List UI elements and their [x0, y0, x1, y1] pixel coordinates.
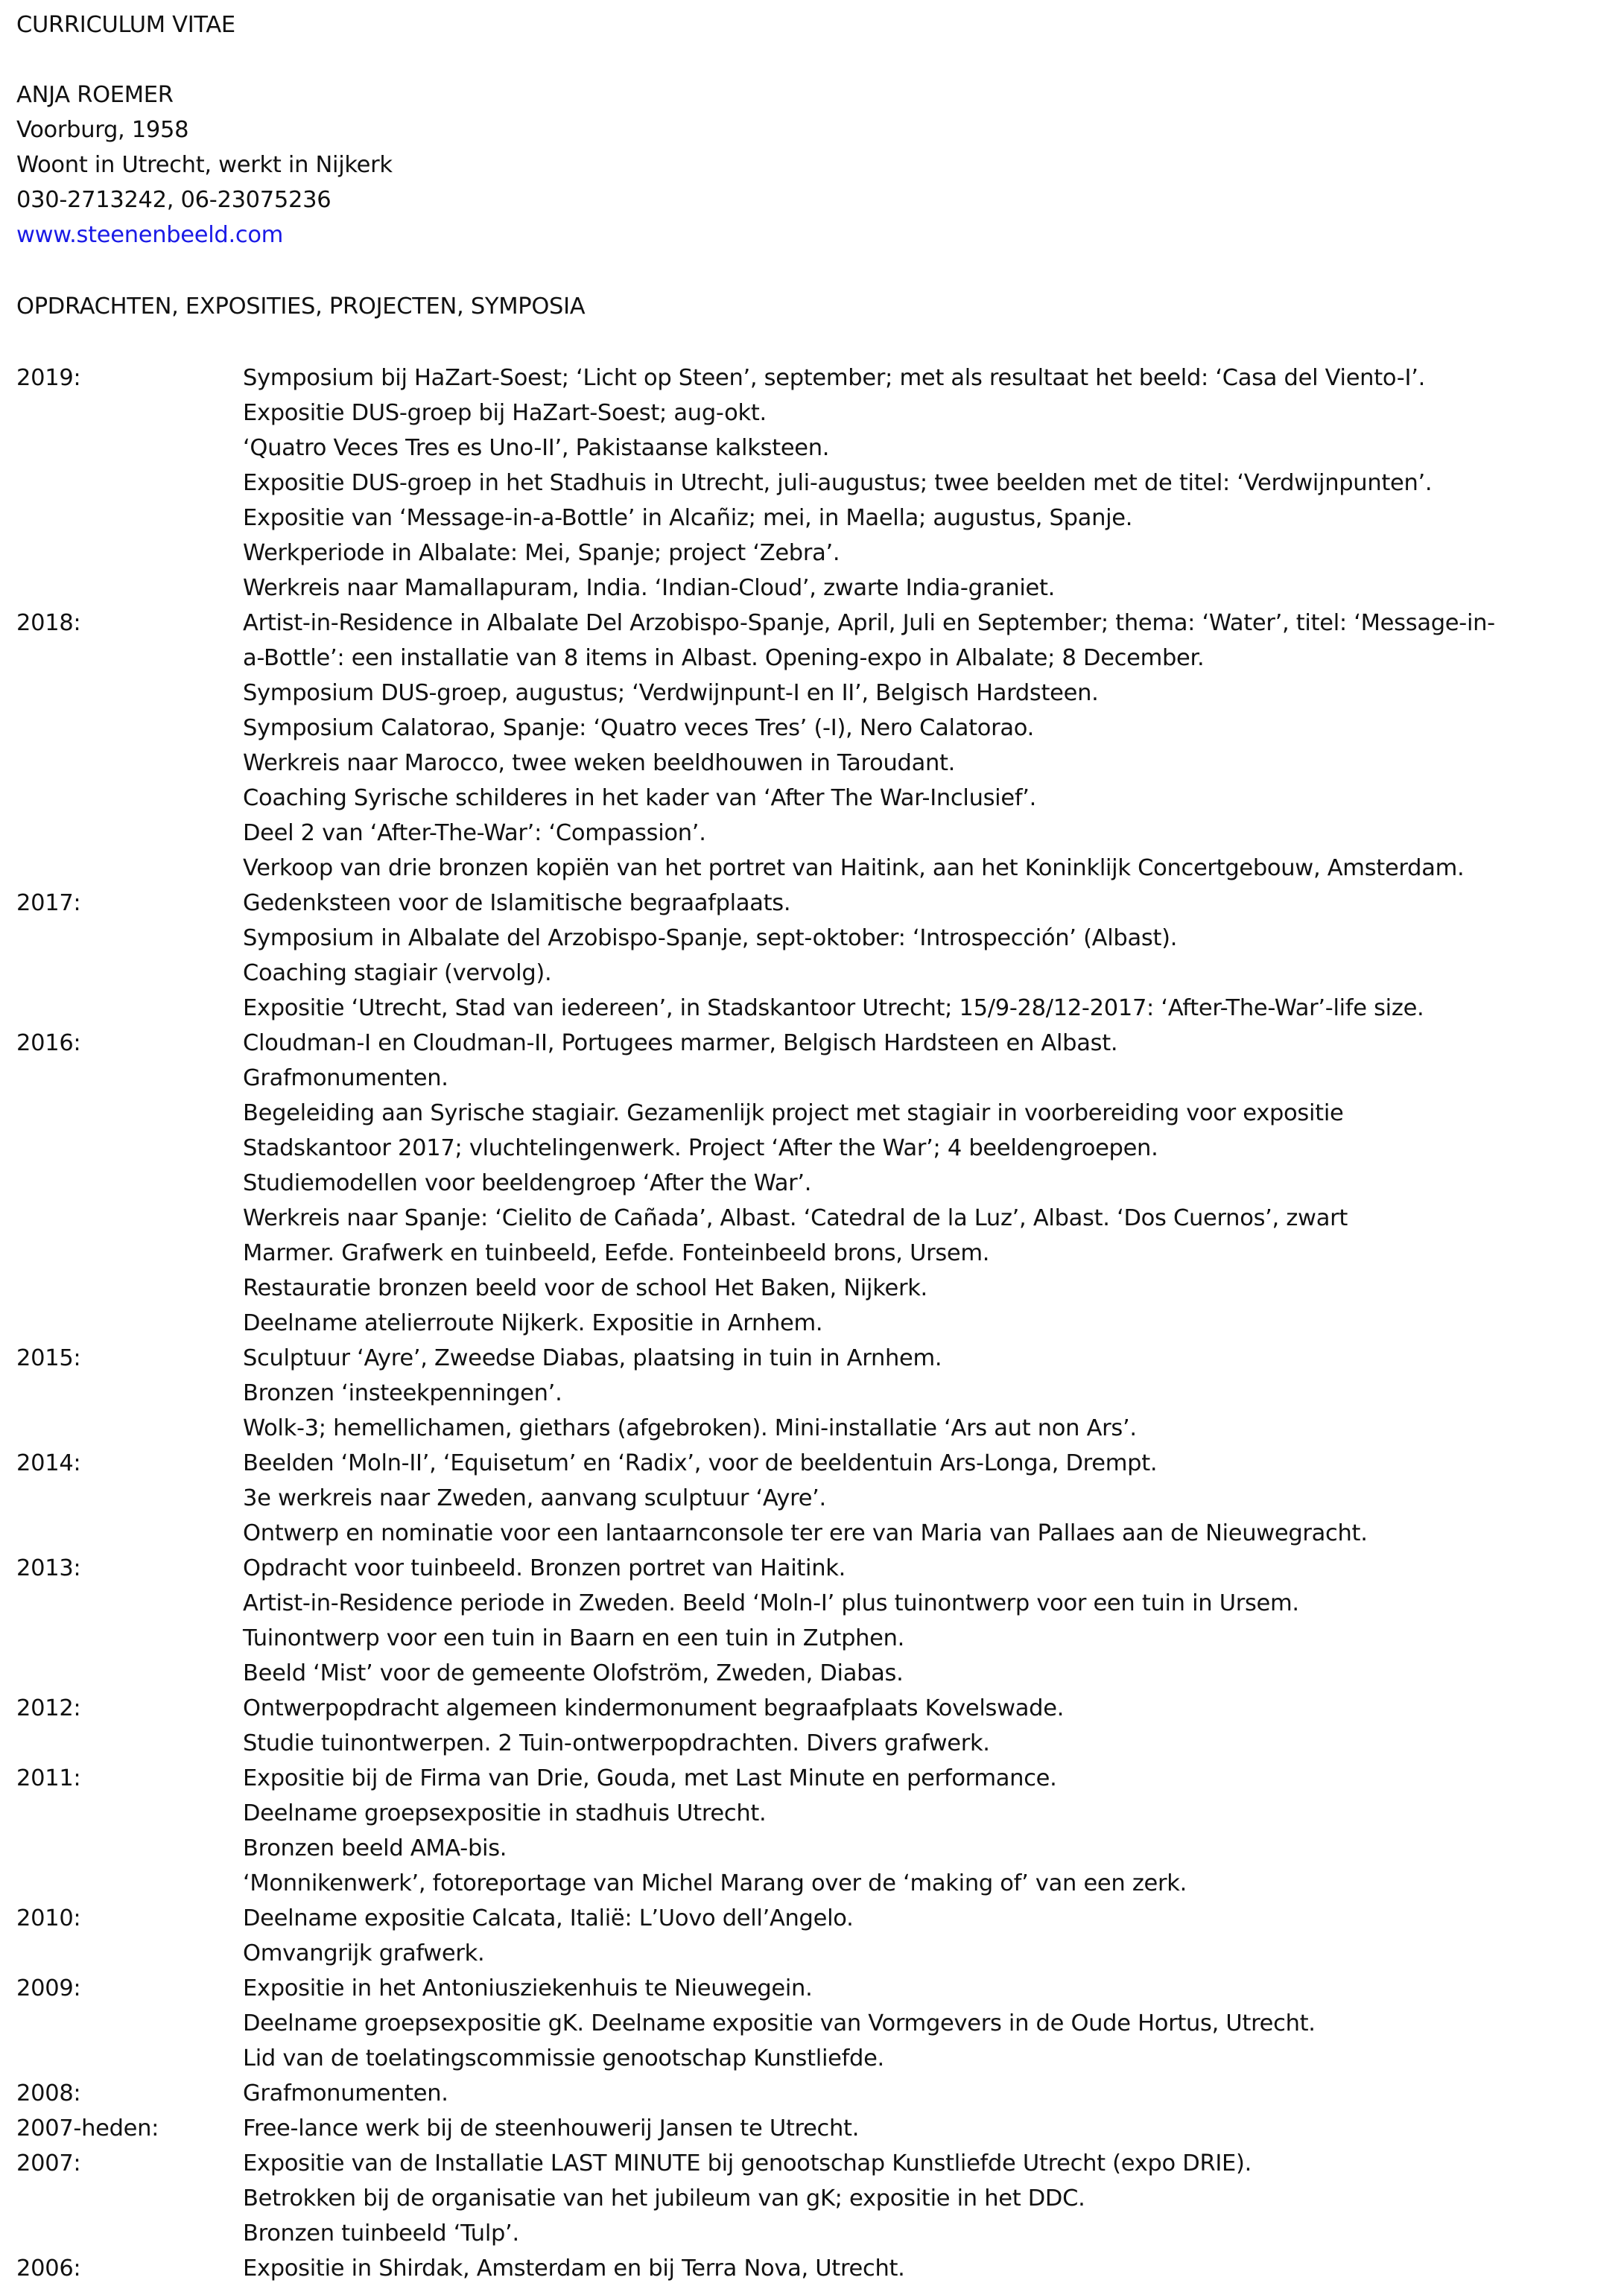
- entry-items: [243, 2251, 1624, 2286]
- entry-items: [243, 1551, 1624, 1691]
- entry-item: Lid van de toelatingscommissie genootschap Kunstliefde.: [243, 2045, 884, 2071]
- entry-item: Bronzen beeld AMA-bis.: [243, 1835, 507, 1861]
- entry-items: [243, 2111, 1624, 2146]
- entry-item: Sculptuur ‘Ayre’, Zweedse Diabas, plaatsing in tuin in Arnhem.: [243, 1345, 942, 1371]
- entry-items: [243, 1971, 1624, 2076]
- entry-item: Expositie ‘Utrecht, Stad van iedereen’, in Stadskantoor Utrecht; 15/9-28/12-2017: ‘After-The-War’-life size.: [243, 995, 1424, 1021]
- entry-item: Marmer. Grafwerk en tuinbeeld, Eefde. Fonteinbeeld brons, Ursem.: [243, 1240, 990, 1266]
- entry-year: 2018:: [16, 610, 81, 636]
- phone-numbers: 030-2713242, 06-23075236: [16, 187, 332, 213]
- entry-item: Symposium Calatorao, Spanje: ‘Quatro veces Tres’ (-I), Nero Calatorao.: [243, 715, 1034, 741]
- entry-item: Betrokken bij de organisatie van het jubileum van gK; expositie in het DDC.: [243, 2185, 1085, 2212]
- cv-entry: [16, 1971, 1624, 2076]
- entry-item: Expositie van de Installatie LAST MINUTE bij genootschap Kunstliefde Utrecht (expo DRIE).: [243, 2150, 1252, 2177]
- entry-item: Expositie DUS-groep in het Stadhuis in Utrecht, juli-augustus; twee beelden met de titel: ‘Verdwijnpunten’.: [243, 470, 1433, 496]
- entry-item: Ontwerp en nominatie voor een lantaarnconsole ter ere van Maria van Pallaes aan de Nieuwegracht.: [243, 1520, 1368, 1546]
- entries-list: [16, 361, 1624, 2286]
- entry-items: [243, 1761, 1624, 1901]
- entry-item: Werkreis naar Marocco, twee weken beeldhouwen in Taroudant.: [243, 750, 956, 776]
- entry-item: Grafmonumenten.: [243, 2080, 448, 2106]
- entry-item: Restauratie bronzen beeld voor de school Het Baken, Nijkerk.: [243, 1275, 927, 1301]
- entry-item: Tuinontwerp voor een tuin in Baarn en een tuin in Zutphen.: [243, 1625, 905, 1651]
- entry-item: Begeleiding aan Syrische stagiair. Gezamenlijk project met stagiair in voorbereiding voor expositie: [243, 1100, 1344, 1126]
- entry-year: 2012:: [16, 1695, 81, 1721]
- entry-items: [243, 1026, 1624, 1341]
- entry-year: 2010:: [16, 1905, 81, 1931]
- cv-entry: [16, 1551, 1624, 1691]
- entry-items: [243, 1691, 1624, 1761]
- entry-item: Deelname groepsexpositie in stadhuis Utrecht.: [243, 1800, 767, 1826]
- entry-item: 3e werkreis naar Zweden, aanvang sculptuur ‘Ayre’.: [243, 1485, 826, 1511]
- person-name: ANJA ROEMER: [16, 82, 174, 108]
- entry-item: Cloudman-I en Cloudman-II, Portugees marmer, Belgisch Hardsteen en Albast.: [243, 1030, 1118, 1056]
- entry-item: Expositie in het Antoniusziekenhuis te Nieuwegein.: [243, 1975, 813, 2001]
- entry-items: [243, 1446, 1624, 1551]
- entry-item: Beeld ‘Mist’ voor de gemeente Olofström, Zweden, Diabas.: [243, 1660, 904, 1686]
- entry-year: 2019:: [16, 365, 81, 391]
- cv-entry: [16, 1026, 1624, 1341]
- entry-item: Studiemodellen voor beeldengroep ‘After the War’.: [243, 1170, 812, 1196]
- entry-item: a-Bottle’: een installatie van 8 items in Albast. Opening-expo in Albalate; 8 December.: [243, 645, 1205, 671]
- entry-items: [243, 2146, 1624, 2251]
- entry-year: 2006:: [16, 2255, 81, 2282]
- document-title: CURRICULUM VITAE: [16, 12, 235, 38]
- entry-item: ‘Monnikenwerk’, fotoreportage van Michel Marang over de ‘making of’ van een zerk.: [243, 1870, 1187, 1896]
- entry-item: Ontwerpopdracht algemeen kindermonument begraafplaats Kovelswade.: [243, 1695, 1065, 1721]
- entry-item: Werkreis naar Mamallapuram, India. ‘Indian-Cloud’, zwarte India-graniet.: [243, 575, 1056, 601]
- entry-items: [243, 361, 1624, 606]
- entry-item: Coaching Syrische schilderes in het kader van ‘After The War-Inclusief’.: [243, 785, 1037, 811]
- spacer: [16, 324, 1624, 361]
- entry-year: 2014:: [16, 1450, 81, 1476]
- entry-item: Artist-in-Residence periode in Zweden. Beeld ‘Moln-I’ plus tuinontwerp voor een tuin in Ursem.: [243, 1590, 1299, 1616]
- entry-item: Grafmonumenten.: [243, 1065, 448, 1091]
- entry-items: [243, 886, 1624, 1026]
- cv-entry: [16, 2076, 1624, 2111]
- entry-year: 2016:: [16, 1030, 81, 1056]
- entry-item: Verkoop van drie bronzen kopiën van het portret van Haitink, aan het Koninklijk Concertgebouw, Amsterdam.: [243, 855, 1465, 881]
- entry-year: 2013:: [16, 1555, 81, 1581]
- entry-item: ‘Quatro Veces Tres es Uno-II’, Pakistaanse kalksteen.: [243, 435, 830, 461]
- entry-item: Opdracht voor tuinbeeld. Bronzen portret van Haitink.: [243, 1555, 846, 1581]
- cv-entry: [16, 1691, 1624, 1761]
- entry-item: Expositie DUS-groep bij HaZart-Soest; aug-okt.: [243, 400, 767, 426]
- cv-entry: [16, 2146, 1624, 2251]
- entry-item: Coaching stagiair (vervolg).: [243, 960, 552, 986]
- website-link[interactable]: www.steenenbeeld.com: [16, 222, 284, 248]
- cv-entry: [16, 1901, 1624, 1971]
- entry-item: Symposium in Albalate del Arzobispo-Spanje, sept-oktober: ‘Introspección’ (Albast).: [243, 925, 1178, 951]
- residence-info: Woont in Utrecht, werkt in Nijkerk: [16, 152, 393, 178]
- entry-items: [243, 1341, 1624, 1446]
- cv-entry: [16, 1761, 1624, 1901]
- entry-year: 2015:: [16, 1345, 81, 1371]
- entry-year: 2017:: [16, 890, 81, 916]
- entry-year: 2007:: [16, 2150, 81, 2177]
- entry-item: Artist-in-Residence in Albalate Del Arzobispo-Spanje, April, Juli en September; thema: ‘Water’, titel: ‘Message-in-: [243, 610, 1495, 636]
- birth-info: Voorburg, 1958: [16, 117, 189, 143]
- entry-item: Symposium DUS-groep, augustus; ‘Verdwijnpunt-I en II’, Belgisch Hardsteen.: [243, 680, 1099, 706]
- cv-entry: [16, 886, 1624, 1026]
- entry-year: 2007-heden:: [16, 2115, 159, 2141]
- entry-item: Deelname expositie Calcata, Italië: L’Uovo dell’Angelo.: [243, 1905, 854, 1931]
- entry-item: Omvangrijk grafwerk.: [243, 1940, 485, 1966]
- section-title: OPDRACHTEN, EXPOSITIES, PROJECTEN, SYMPOSIA: [16, 293, 586, 320]
- entry-item: Stadskantoor 2017; vluchtelingenwerk. Project ‘After the War’; 4 beeldengroepen.: [243, 1135, 1158, 1161]
- entry-item: Wolk-3; hemellichamen, giethars (afgebroken). Mini-installatie ‘Ars aut non Ars’.: [243, 1415, 1137, 1441]
- entry-item: Beelden ‘Moln-II’, ‘Equisetum’ en ‘Radix’, voor de beeldentuin Ars-Longa, Drempt.: [243, 1450, 1158, 1476]
- cv-entry: [16, 2111, 1624, 2146]
- cv-entry: [16, 606, 1624, 886]
- entry-item: Expositie in Shirdak, Amsterdam en bij Terra Nova, Utrecht.: [243, 2255, 905, 2282]
- entry-items: [243, 2076, 1624, 2111]
- entry-item: Deelname atelierroute Nijkerk. Expositie in Arnhem.: [243, 1310, 823, 1336]
- entry-item: Werkreis naar Spanje: ‘Cielito de Cañada’, Albast. ‘Catedral de la Luz’, Albast. ‘Dos Cuernos’, zwart: [243, 1205, 1348, 1231]
- entry-year: 2008:: [16, 2080, 81, 2106]
- entry-item: Bronzen tuinbeeld ‘Tulp’.: [243, 2220, 519, 2247]
- entry-item: Deelname groepsexpositie gK. Deelname expositie van Vormgevers in de Oude Hortus, Utrecht.: [243, 2010, 1316, 2036]
- entry-item: Bronzen ‘insteekpenningen’.: [243, 1380, 562, 1406]
- entry-item: Expositie van ‘Message-in-a-Bottle’ in Alcañiz; mei, in Maella; augustus, Spanje.: [243, 505, 1133, 531]
- entry-item: Symposium bij HaZart-Soest; ‘Licht op Steen’, september; met als resultaat het beeld: ‘Casa del Viento-I’.: [243, 365, 1425, 391]
- cv-entry: [16, 1341, 1624, 1446]
- entry-item: Werkperiode in Albalate: Mei, Spanje; project ‘Zebra’.: [243, 540, 840, 566]
- cv-entry: [16, 1446, 1624, 1551]
- entry-item: Expositie bij de Firma van Drie, Gouda, met Last Minute en performance.: [243, 1765, 1057, 1791]
- entry-year: 2011:: [16, 1765, 81, 1791]
- entry-items: [243, 606, 1624, 886]
- spacer: [16, 253, 1624, 289]
- entry-items: [243, 1901, 1624, 1971]
- cv-entry: [16, 2251, 1624, 2286]
- cv-entry: [16, 361, 1624, 606]
- entry-item: Free-lance werk bij de steenhouwerij Jansen te Utrecht.: [243, 2115, 860, 2141]
- entry-year: 2009:: [16, 1975, 81, 2001]
- entry-item: Gedenksteen voor de Islamitische begraafplaats.: [243, 890, 791, 916]
- entry-item: Studie tuinontwerpen. 2 Tuin-ontwerpopdrachten. Divers grafwerk.: [243, 1730, 990, 1756]
- entry-item: Deel 2 van ‘After-The-War’: ‘Compassion’.: [243, 820, 706, 846]
